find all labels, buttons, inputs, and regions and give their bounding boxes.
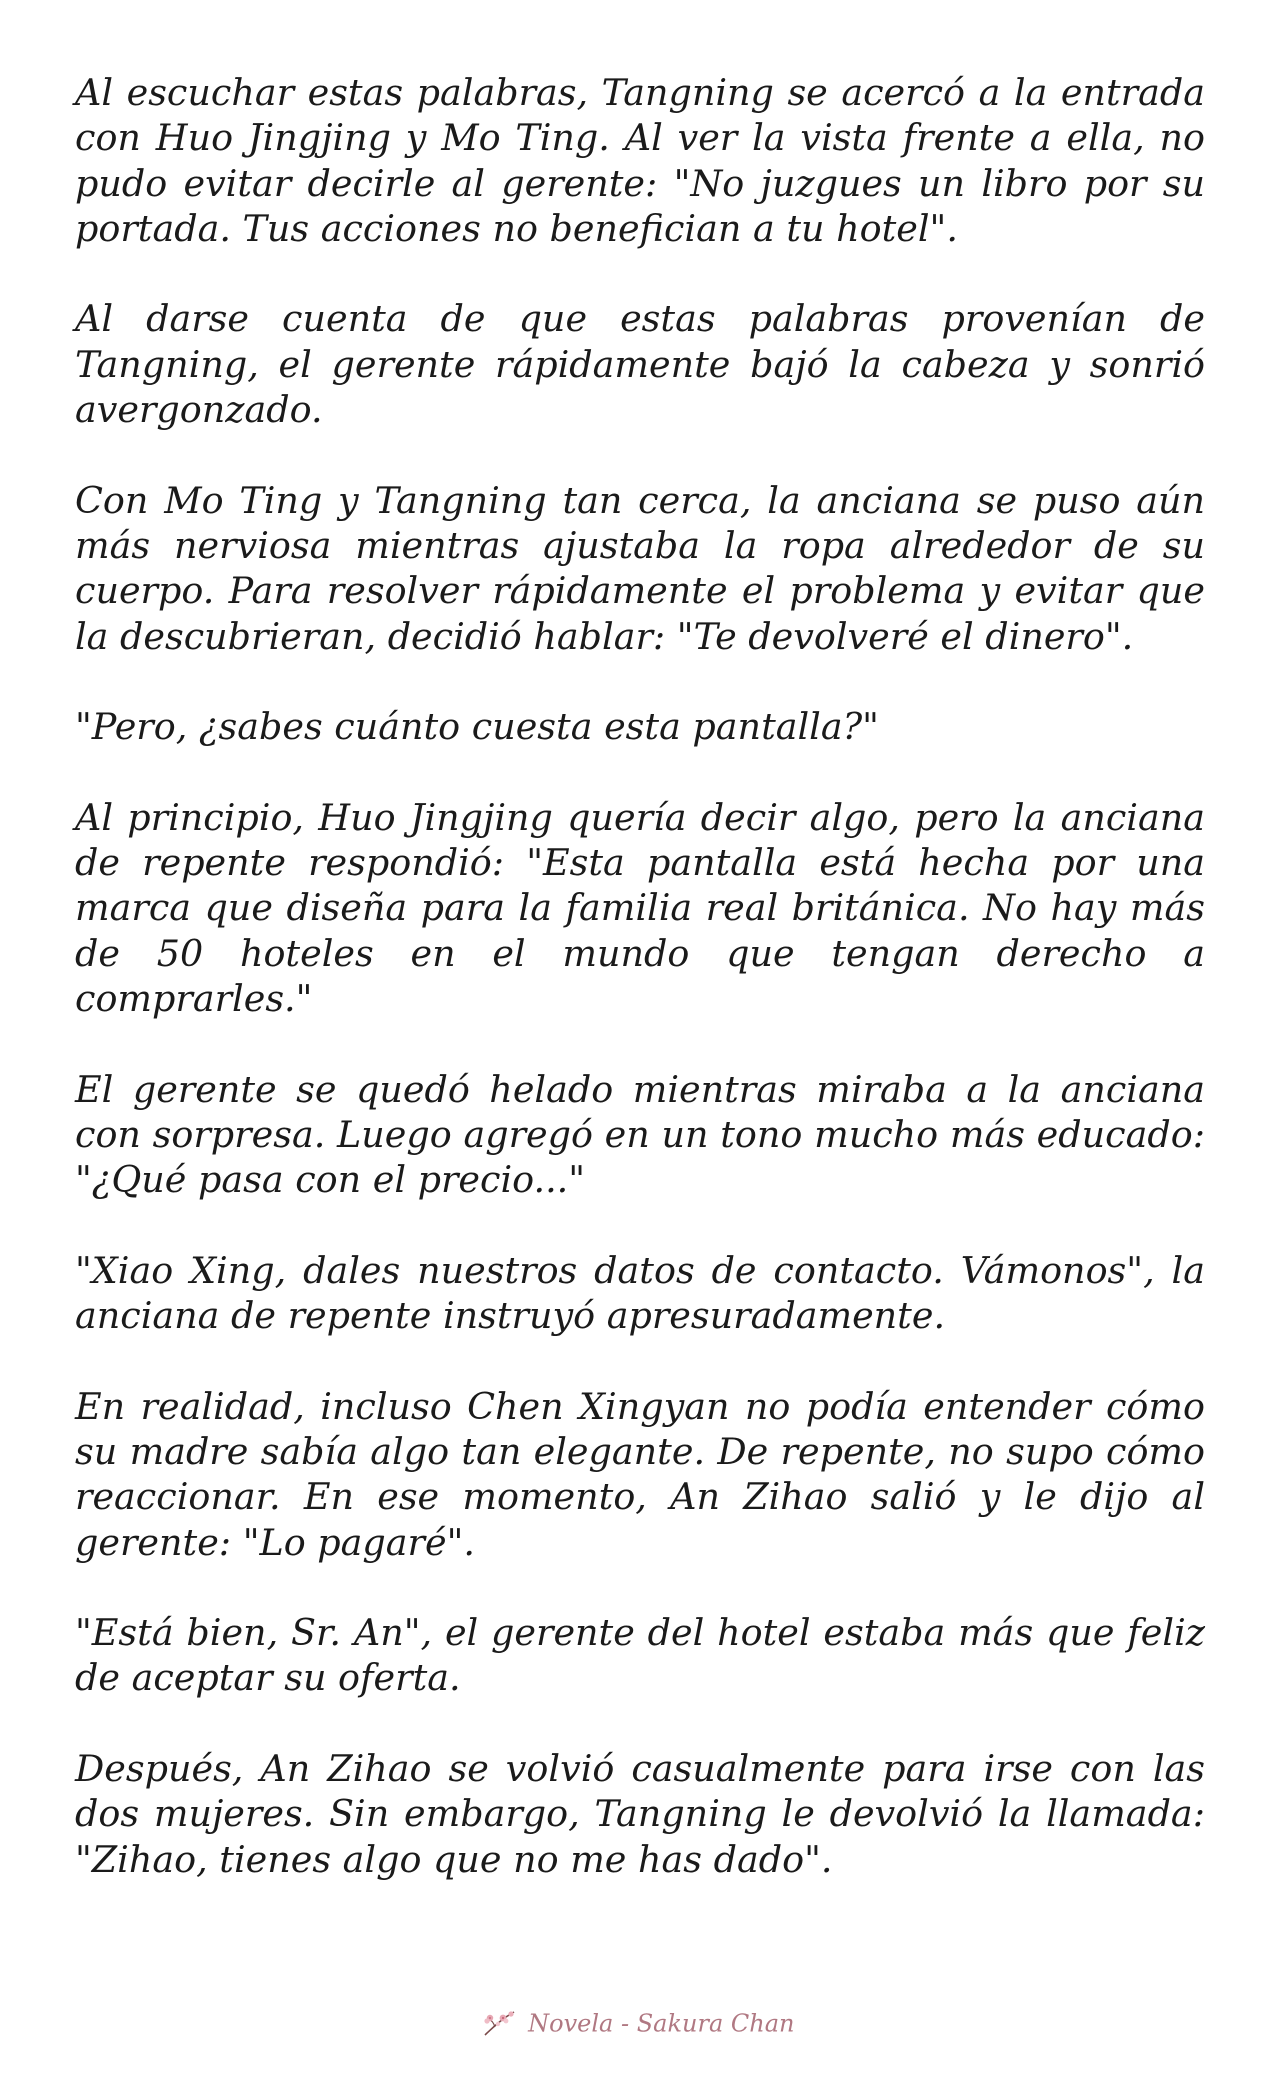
- sakura-blossom-icon: [481, 2009, 517, 2039]
- paragraph: En realidad, incluso Chen Xingyan no podía entender cómo su madre sabía algo tan elegante. De repente, no supo cómo reaccionar. En ese momento, An Zihao salió y le dijo al gerente: "Lo pagaré".: [75, 1384, 1205, 1564]
- paragraph: Después, An Zihao se volvió casualmente para irse con las dos mujeres. Sin embargo, Tangning le devolvió la llamada: "Zihao, tienes algo que no me has dado".: [75, 1746, 1205, 1881]
- paragraph: "Pero, ¿sabes cuánto cuesta esta pantalla?": [75, 705, 879, 749]
- watermark-text: Novela - Sakura Chan: [528, 2009, 795, 2038]
- paragraph: Con Mo Ting y Tangning tan cerca, la anciana se puso aún más nerviosa mientras ajustaba la ropa alrededor de su cuerpo. Para resolver rápidamente el problema y evitar que la descubrieran, decidió hablar: "Te devolveré el dinero".: [75, 478, 1205, 658]
- paragraph: Al darse cuenta de que estas palabras provenían de Tangning, el gerente rápidamente bajó la cabeza y sonrió avergonzado.: [75, 297, 1205, 432]
- watermark: [0, 2002, 1275, 2042]
- paragraph: El gerente se quedó helado mientras miraba a la anciana con sorpresa. Luego agregó en un tono mucho más educado: "¿Qué pasa con el precio...": [75, 1067, 1205, 1202]
- paragraph: "Está bien, Sr. An", el gerente del hotel estaba más que feliz de aceptar su oferta.: [75, 1611, 1205, 1700]
- paragraph: Al escuchar estas palabras, Tangning se acercó a la entrada con Huo Jingjing y Mo Ting. Al ver la vista frente a ella, no pudo evitar decirle al gerente: "No juzgues un libro por su portada. Tus acciones no benefician a tu hotel".: [75, 71, 1205, 250]
- document-body: [75, 70, 1205, 1927]
- paragraph: "Xiao Xing, dales nuestros datos de contacto. Vámonos", la anciana de repente instruyó apresuradamente.: [75, 1248, 1205, 1338]
- paragraph: Al principio, Huo Jingjing quería decir algo, pero la anciana de repente respondió: "Esta pantalla está hecha por una marca que diseña para la familia real británica. No hay más de 50 hoteles en el mundo que tengan derecho a comprarles.": [75, 795, 1205, 1020]
